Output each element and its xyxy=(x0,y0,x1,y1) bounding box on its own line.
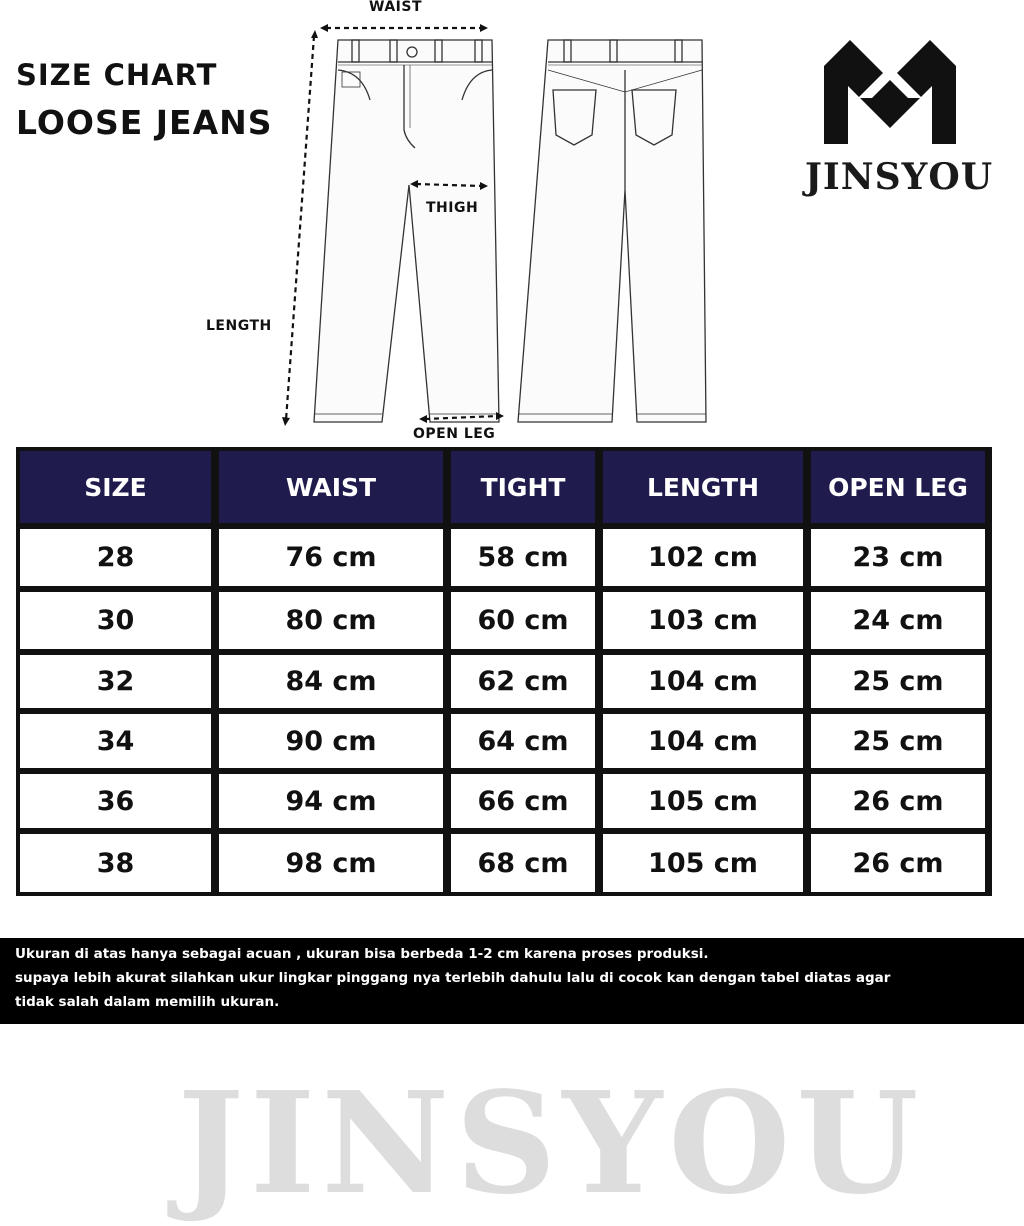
thigh-label: THIGH xyxy=(426,200,479,216)
table-cell-open-leg: 25 cm xyxy=(811,655,985,708)
table-cell-size: 38 xyxy=(20,834,211,892)
length-label: LENGTH xyxy=(206,318,272,334)
title-product-name: LOOSE JEANS xyxy=(16,103,273,142)
column-header-open-leg: OPEN LEG xyxy=(811,451,985,523)
table-cell-tight: 66 cm xyxy=(451,774,595,828)
brand-name: JINSYOU xyxy=(804,156,994,198)
table-cell-length: 105 cm xyxy=(603,774,803,828)
jeans-back-drawing xyxy=(518,40,706,422)
table-cell-length: 104 cm xyxy=(603,655,803,708)
table-cell-waist: 90 cm xyxy=(219,714,443,768)
title-size-chart: SIZE CHART xyxy=(16,58,218,92)
brand-watermark: JINSYOU xyxy=(177,1062,925,1226)
table-cell-waist: 84 cm xyxy=(219,655,443,708)
brand-logo-icon xyxy=(820,36,960,151)
table-cell-size: 28 xyxy=(20,529,211,586)
jeans-diagram xyxy=(270,0,750,445)
footer-note-line2: supaya lebih akurat silahkan ukur lingkar pinggang nya terlebih dahulu lalu di cocok kan dengan tabel diatas agar xyxy=(15,970,891,986)
table-cell-open-leg: 26 cm xyxy=(811,834,985,892)
table-cell-waist: 76 cm xyxy=(219,529,443,586)
table-cell-tight: 58 cm xyxy=(451,529,595,586)
table-cell-size: 32 xyxy=(20,655,211,708)
table-cell-length: 102 cm xyxy=(603,529,803,586)
table-cell-size: 36 xyxy=(20,774,211,828)
table-cell-waist: 80 cm xyxy=(219,592,443,649)
footer-note-line3: tidak salah dalam memilih ukuran. xyxy=(15,994,280,1010)
footer-notes xyxy=(0,938,1024,1024)
table-cell-open-leg: 25 cm xyxy=(811,714,985,768)
waist-label: WAIST xyxy=(369,0,422,15)
table-cell-open-leg: 26 cm xyxy=(811,774,985,828)
table-cell-tight: 68 cm xyxy=(451,834,595,892)
jeans-front-drawing xyxy=(314,40,499,422)
table-cell-size: 34 xyxy=(20,714,211,768)
table-cell-tight: 64 cm xyxy=(451,714,595,768)
table-cell-length: 104 cm xyxy=(603,714,803,768)
table-cell-open-leg: 23 cm xyxy=(811,529,985,586)
column-header-length: LENGTH xyxy=(603,451,803,523)
table-cell-length: 105 cm xyxy=(603,834,803,892)
table-cell-tight: 60 cm xyxy=(451,592,595,649)
table-cell-waist: 94 cm xyxy=(219,774,443,828)
table-cell-waist: 98 cm xyxy=(219,834,443,892)
table-cell-length: 103 cm xyxy=(603,592,803,649)
column-header-waist: WAIST xyxy=(219,451,443,523)
open-leg-label: OPEN LEG xyxy=(413,426,496,442)
length-arrow xyxy=(286,36,314,420)
footer-note-line1: Ukuran di atas hanya sebagai acuan , ukuran bisa berbeda 1-2 cm karena proses produksi. xyxy=(15,946,709,962)
column-header-tight: TIGHT xyxy=(451,451,595,523)
table-cell-size: 30 xyxy=(20,592,211,649)
column-header-size: SIZE xyxy=(20,451,211,523)
table-cell-open-leg: 24 cm xyxy=(811,592,985,649)
table-cell-tight: 62 cm xyxy=(451,655,595,708)
